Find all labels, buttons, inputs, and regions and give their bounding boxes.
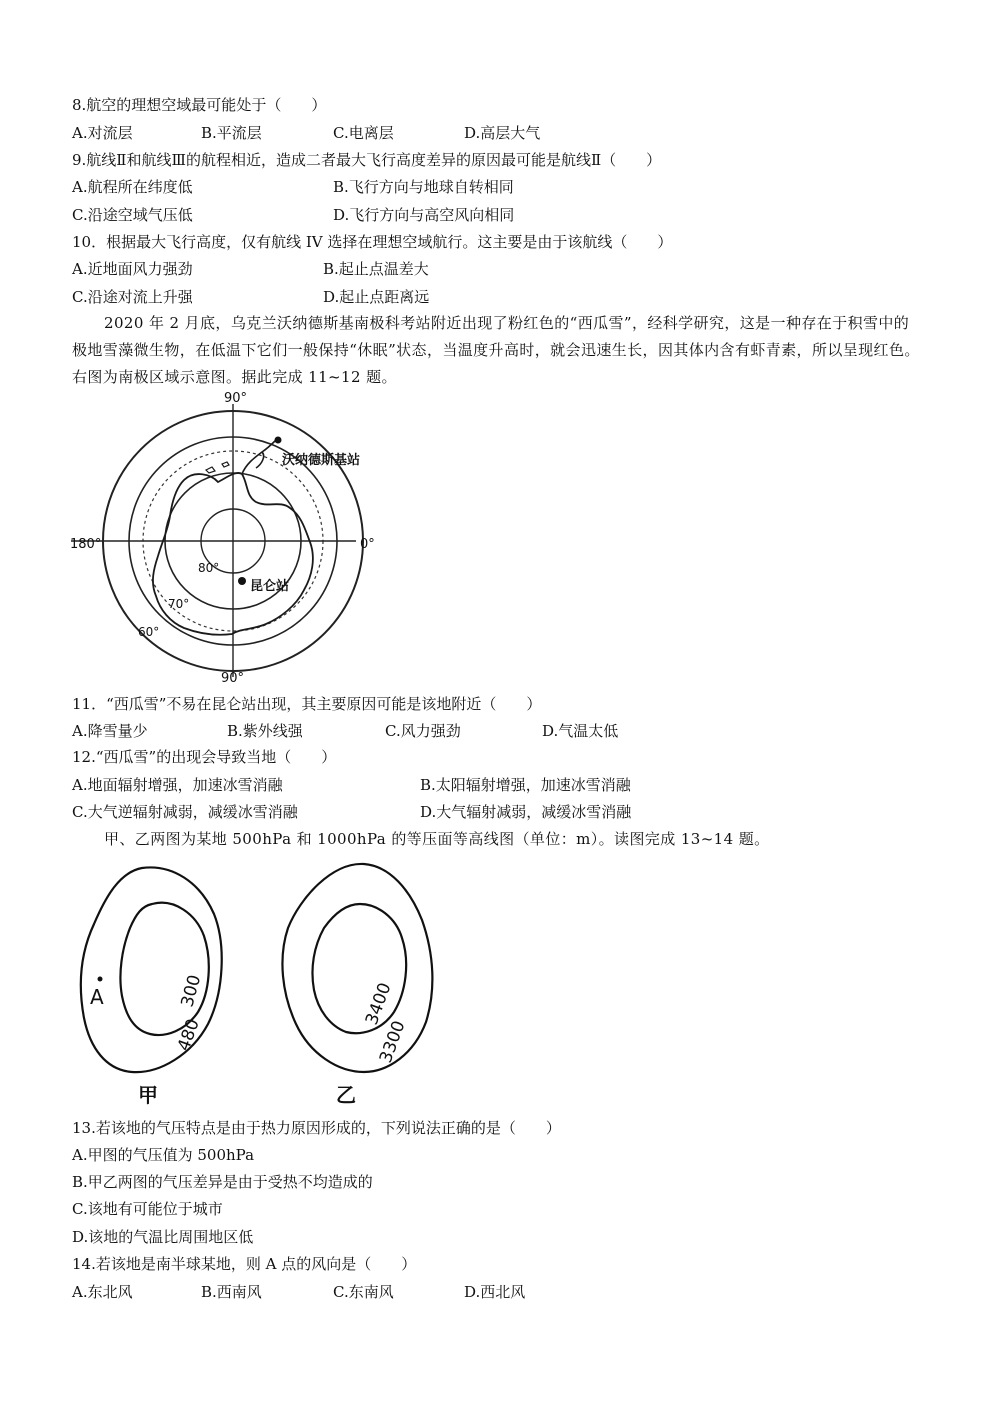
passage-watermelon-snow: 2020 年 2 月底，乌克兰沃纳德斯基南极科考站附近出现了粉红色的“西瓜雪”，经科学研究，这是一种存在于积雪中的极地雪藻微生物，在低温下它们一般保持“休眠”状态，当温度升高时，就会迅速生长，因其体内含有虾青素，所以呈现红色。右图为南极区域示意图。据此完成 11~12 题。 xyxy=(72,314,920,386)
yi-outer-value: 3300 xyxy=(375,1018,410,1066)
question-13-option-c: C.该地有可能位于城市 xyxy=(72,1200,223,1218)
label-lat-80: 80° xyxy=(198,561,220,575)
question-12-option-d: D.大气辐射减弱，减缓冰雪消融 xyxy=(420,803,632,821)
question-11-stem: 11．“西瓜雪”不易在昆仑站出现，其主要原因可能是该地附近（ ） xyxy=(72,695,542,713)
question-14-option-a: A.东北风 xyxy=(72,1283,133,1301)
question-9-stem: 9.航线Ⅱ和航线Ⅲ的航程相近，造成二者最大飞行高度差异的原因最可能是航线Ⅱ（ ） xyxy=(72,151,662,169)
station-kunlun-marker xyxy=(238,577,246,585)
passage-isobaric-surfaces: 甲、乙两图为某地 500hPa 和 1000hPa 的等压面等高线图（单位：m）。读图完成 13~14 题。 xyxy=(104,830,770,848)
label-kunlun-station: 昆仑站 xyxy=(250,579,290,594)
label-90-top: 90° xyxy=(224,392,248,406)
island xyxy=(206,467,215,473)
figure-yi xyxy=(282,864,432,1107)
question-10-option-c: C.沿途对流上升强 xyxy=(72,288,193,306)
question-10-option-d: D.起止点距离远 xyxy=(323,288,430,306)
contour-figures xyxy=(72,858,452,1110)
question-11-option-b: B.紫外线强 xyxy=(227,722,303,740)
question-8-option-b: B.平流层 xyxy=(201,124,262,142)
question-14-option-d: D.西北风 xyxy=(464,1283,526,1301)
yi-inner-contour xyxy=(312,904,406,1033)
question-8-option-d: D.高层大气 xyxy=(464,124,541,142)
point-a-dot xyxy=(98,977,103,982)
question-8-option-a: A.对流层 xyxy=(72,124,133,142)
question-14-stem: 14.若该地是南半球某地，则 A 点的风向是（ ） xyxy=(72,1255,417,1273)
question-12-option-c: C.大气逆辐射减弱，减缓冰雪消融 xyxy=(72,803,298,821)
figure-jia xyxy=(81,867,222,1107)
label-0: 0° xyxy=(360,537,375,552)
question-10-option-b: B.起止点温差大 xyxy=(323,260,429,278)
question-14-option-b: B.西南风 xyxy=(201,1283,262,1301)
question-10-option-a: A.近地面风力强劲 xyxy=(72,260,193,278)
antarctic-peninsula xyxy=(242,440,276,474)
jia-outer-contour xyxy=(81,867,222,1072)
question-12-option-a: A.地面辐射增强，加速冰雪消融 xyxy=(72,776,283,794)
question-8-option-c: C.电离层 xyxy=(333,124,394,142)
question-9-option-c: C.沿途空域气压低 xyxy=(72,206,193,224)
label-90-bottom: 90° xyxy=(221,671,245,686)
jia-inner-value: 300 xyxy=(177,972,206,1010)
yi-caption: 乙 xyxy=(336,1083,356,1107)
label-lat-60: 60° xyxy=(138,625,160,639)
label-180: 180° xyxy=(70,537,102,552)
question-10-stem: 10．根据最大飞行高度，仅有航线 IV 选择在理想空域航行。这主要是由于该航线（ ） xyxy=(72,233,673,251)
question-9-option-b: B.飞行方向与地球自转相同 xyxy=(333,178,514,196)
question-11-option-d: D.气温太低 xyxy=(542,722,619,740)
question-8-stem: 8.航空的理想空域最可能处于（ ） xyxy=(72,96,327,114)
question-12-option-b: B.太阳辐射增强，加速冰雪消融 xyxy=(420,776,631,794)
question-11-option-c: C.风力强劲 xyxy=(385,722,461,740)
jia-caption: 甲 xyxy=(138,1083,158,1107)
station-vernadsky-marker xyxy=(275,437,282,444)
island xyxy=(222,462,229,467)
yi-outer-contour xyxy=(282,864,432,1072)
jia-outer-value: 480 xyxy=(173,1016,204,1054)
question-13-option-b: B.甲乙两图的气压差异是由于受热不均造成的 xyxy=(72,1173,373,1191)
label-lat-70: 70° xyxy=(168,597,190,611)
question-13-option-d: D.该地的气温比周围地区低 xyxy=(72,1228,254,1246)
label-vernadsky-station: 沃纳德斯基站 xyxy=(282,453,361,468)
question-14-option-c: C.东南风 xyxy=(333,1283,394,1301)
question-12-stem: 12.“西瓜雪”的出现会导致当地（ ） xyxy=(72,748,337,766)
question-13-stem: 13.若该地的气压特点是由于热力原因形成的，下列说法正确的是（ ） xyxy=(72,1119,561,1137)
jia-inner-contour xyxy=(120,903,208,1035)
question-9-option-a: A.航程所在纬度低 xyxy=(72,178,193,196)
point-a-label: A xyxy=(90,985,104,1009)
antarctic-map xyxy=(66,392,396,687)
yi-inner-value: 3400 xyxy=(361,980,396,1028)
question-9-option-d: D.飞行方向与高空风向相同 xyxy=(333,206,515,224)
question-13-option-a: A.甲图的气压值为 500hPa xyxy=(72,1146,255,1164)
question-11-option-a: A.降雪量少 xyxy=(72,722,148,740)
